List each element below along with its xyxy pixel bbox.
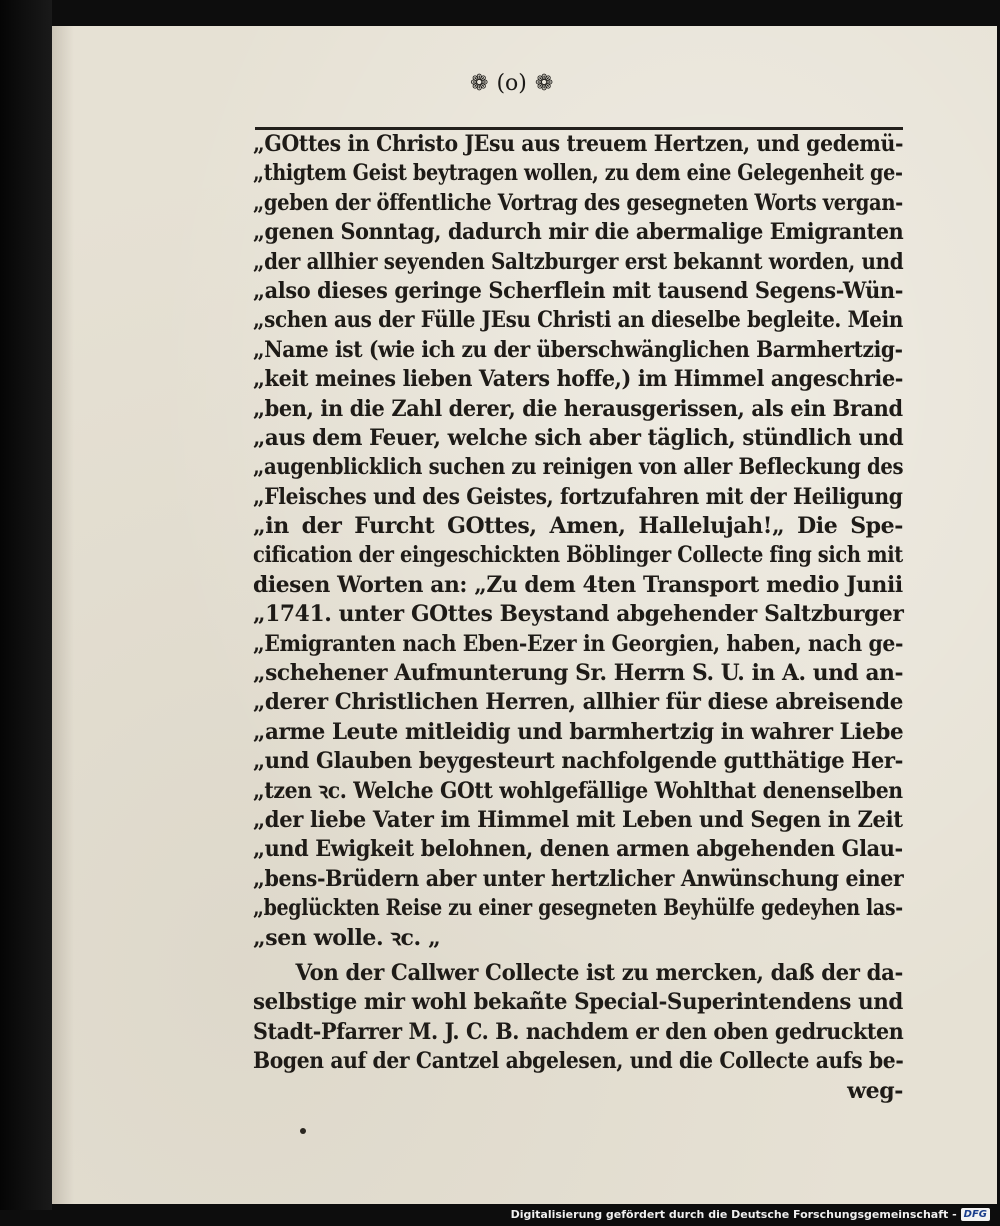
text-line: „thigtem Geist beytragen wollen, zu dem eine Gelegenheit ge- bbox=[253, 160, 903, 187]
text-line: Von der Callwer Collecte ist zu mercken, daß der da- bbox=[295, 959, 903, 986]
text-line: „augenblicklich suchen zu reinigen von aller Befleckung des bbox=[253, 454, 904, 481]
text-line: „ben, in die Zahl derer, die herausgerissen, als ein Brand bbox=[253, 395, 903, 422]
page-text bbox=[253, 130, 903, 1106]
text-line: „keit meines lieben Vaters hoffe,) im Himmel angeschrie- bbox=[253, 366, 904, 393]
text-line: „und Ewigkeit belohnen, denen armen abgehenden Glau- bbox=[253, 836, 903, 863]
paragraph-2 bbox=[253, 959, 903, 1106]
text-line: „geben der öffentliche Vortrag des gesegneten Worts vergan- bbox=[253, 189, 903, 216]
text-line: „Fleisches und des Geistes, fortzufahren mit der Heiligung bbox=[253, 483, 903, 510]
text-line: Bogen auf der Cantzel abgelesen, und die Collecte aufs be- bbox=[253, 1048, 904, 1075]
text-line: „der liebe Vater im Himmel mit Leben und Segen in Zeit bbox=[253, 806, 903, 833]
text-line: Stadt-Pfarrer M. J. C. B. nachdem er den oben gedruckten bbox=[253, 1018, 904, 1045]
page-number: (o) bbox=[496, 70, 527, 96]
text-line: „schehener Aufmunterung Sr. Herrn S. U. in A. und an- bbox=[253, 660, 904, 687]
paragraph-1 bbox=[253, 130, 903, 953]
left-ornament-icon: ❁ bbox=[470, 70, 489, 96]
text-line: „sen wolle. ꝛc. „ bbox=[253, 924, 441, 951]
text-line: „und Glauben beygesteurt nachfolgende gutthätige Her- bbox=[253, 748, 903, 775]
credit-text: Digitalisierung gefördert durch die Deutsche Forschungsgemeinschaft - bbox=[510, 1207, 957, 1221]
text-line: „aus dem Feuer, welche sich aber täglich, stündlich und bbox=[253, 424, 904, 451]
page-header bbox=[470, 66, 553, 100]
text-line: „in der Furcht GOttes, Amen, Hallelujah!„ Die Spe- bbox=[253, 513, 903, 540]
catchword: weg- bbox=[847, 1077, 903, 1104]
text-line: „1741. unter GOttes Beystand abgehender Saltzburger bbox=[253, 601, 904, 628]
text-line: „der allhier seyenden Saltzburger erst bekannt worden, und bbox=[253, 248, 904, 275]
ink-speck bbox=[300, 1128, 306, 1134]
text-line: „also dieses geringe Scherflein mit tausend Segens-Wün- bbox=[253, 277, 904, 304]
text-line: „schen aus der Fülle JEsu Christi an dieselbe begleite. Mein bbox=[253, 307, 903, 334]
right-ornament-icon: ❁ bbox=[534, 70, 554, 96]
digitization-credit bbox=[511, 1204, 990, 1224]
text-line: „beglückten Reise zu einer gesegneten Beyhülfe gedeyhen las- bbox=[253, 895, 903, 922]
text-line: „bens-Brüdern aber unter hertzlicher Anwünschung einer bbox=[253, 865, 904, 892]
text-line: „Emigranten nach Eben-Ezer in Georgien, haben, nach ge- bbox=[253, 630, 904, 657]
text-line: selbstige mir wohl bekañte Special-Superintendens und bbox=[253, 989, 904, 1016]
page-gutter-shadow bbox=[52, 26, 74, 1204]
text-line: „tzen ꝛc. Welche GOtt wohlgefällige Wohlthat denenselben bbox=[253, 777, 903, 804]
dfg-logo-icon: DFG bbox=[961, 1208, 990, 1221]
text-line: cification der eingeschickten Böblinger Collecte fing sich mit bbox=[253, 542, 903, 569]
text-line: „derer Christlichen Herren, allhier für diese abreisende bbox=[253, 689, 903, 716]
text-line: „GOttes in Christo JEsu aus treuem Hertzen, und gedemü- bbox=[253, 131, 904, 157]
text-line: diesen Worten an: „Zu dem 4ten Transport medio Junii bbox=[253, 571, 903, 598]
text-line: „Name ist (wie ich zu der überschwänglichen Barmhertzig- bbox=[253, 336, 903, 363]
text-line: „genen Sonntag, dadurch mir die abermalige Emigranten bbox=[253, 219, 904, 246]
scan-edge-shadow bbox=[0, 0, 52, 1210]
text-line: „arme Leute mitleidig und barmhertzig in wahrer Liebe bbox=[253, 718, 904, 745]
